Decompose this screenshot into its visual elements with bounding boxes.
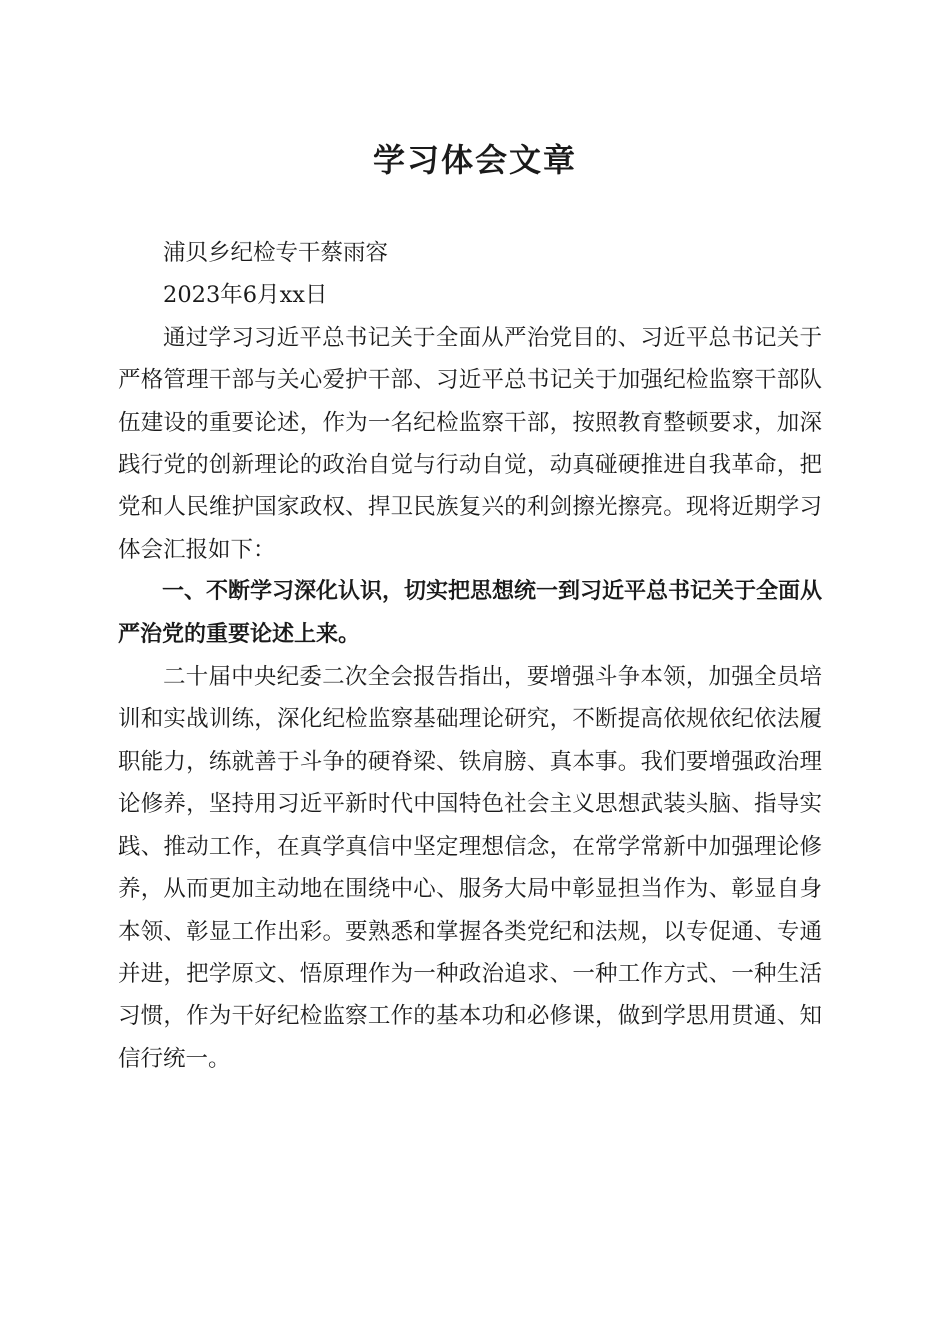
intro-paragraph: 通过学习习近平总书记关于全面从严治党目的、习近平总书记关于严格管理干部与关心爱护干部、习近平总书记关于加强纪检监察干部队伍建设的重要论述，作为一名纪检监察干部，按照教育整顿要求，加深践行党的创新理论的政治自觉与行动自觉，动真碰硬推进自我革命，把党和人民维护国家政权、捍卫民族复兴的利剑擦光擦亮。现将近期学习体会汇报如下： — [118, 324, 822, 563]
document-title: 学习体会文章 — [372, 141, 577, 179]
section-heading: 一、不断学习深化认识，切实把思想统一到习近平总书记关于全面从严治党的重要论述上来。 — [118, 579, 823, 647]
body-paragraph: 二十届中央纪委二次全会报告指出，要增强斗争本领，加强全员培训和实战训练，深化纪检监察基础理论研究，不断提高依规依纪依法履职能力，练就善于斗争的硬脊梁、铁肩膀、真本事。我们要增强政治理论修养，坚持用习近平新时代中国特色社会主义思想武装头脑、指导实践、推动工作，在真学真信中坚定理想信念，在常学常新中加强理论修养，从而更加主动地在围绕中心、服务大局中彰显担当作为、彰显自身本领、彰显工作出彩。要熟悉和掌握各类党纪和法规，以专促通、专通并进，把学原文、悟原理作为一种政治追求、一种工作方式、一种生活习惯，作为干好纪检监察工作的基本功和必修课，做到学思用贯通、知信行统一。 — [118, 664, 822, 1072]
document-body — [118, 232, 822, 1080]
author-line: 浦贝乡纪检专干蔡雨容 — [163, 240, 389, 266]
date-line: 2023年6月xx日 — [163, 282, 328, 309]
